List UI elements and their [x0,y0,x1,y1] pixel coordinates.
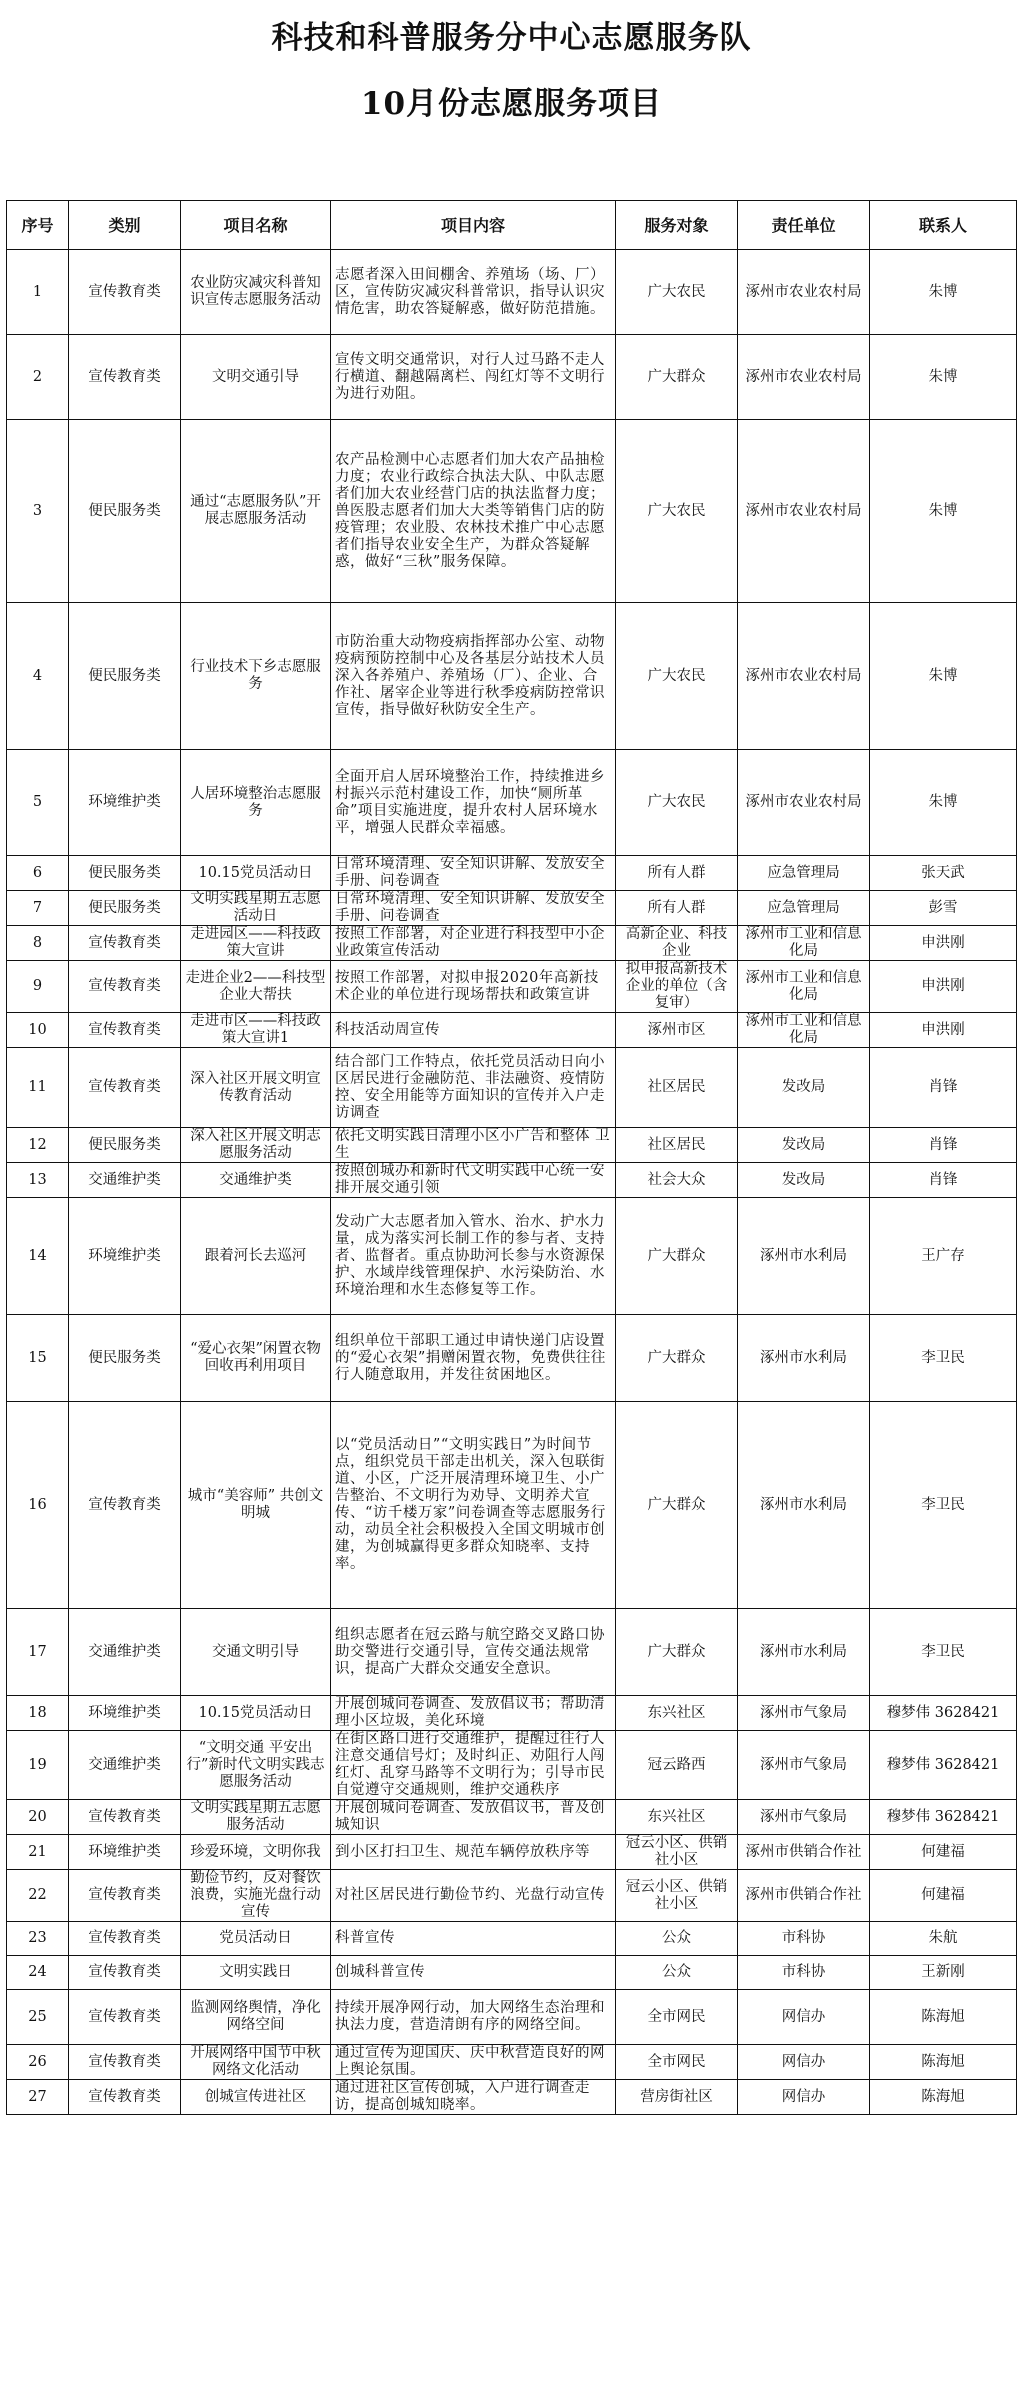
header-service-target: 服务对象 [616,201,738,250]
row-category: 便民服务类 [69,1315,181,1402]
document-subtitle: 10月份志愿服务项目 [360,86,663,122]
table-row [7,2080,1017,2115]
row-responsible-unit: 涿州市水利局 [738,1315,870,1402]
row-project-content: 依托文明实践日清理小区小广告和整体 卫生 [331,1128,616,1163]
header-contact: 联系人 [870,201,1017,250]
row-category: 宣传教育类 [69,1402,181,1609]
table-row [7,1315,1017,1402]
row-project-name: 通过“志愿服务队”开展志愿服务活动 [181,420,331,603]
row-service-target: 东兴社区 [616,1800,738,1835]
row-responsible-unit: 市科协 [738,1956,870,1990]
row-index: 9 [7,961,69,1013]
row-index: 3 [7,420,69,603]
row-project-name: 文明实践星期五志愿服务活动 [181,1800,331,1835]
table-row [7,250,1017,335]
row-contact: 申洪刚 [870,961,1017,1013]
row-project-content: 按照工作部署，对拟申报2020年高新技术企业的单位进行现场帮扶和政策宣讲 [331,961,616,1013]
row-contact: 陈海旭 [870,1990,1017,2045]
row-index: 18 [7,1696,69,1731]
row-project-name: 走进园区——科技政策大宣讲 [181,926,331,961]
row-responsible-unit: 应急管理局 [738,856,870,891]
row-index: 6 [7,856,69,891]
row-contact: 王新刚 [870,1956,1017,1990]
row-project-content: 开展创城问卷调查、发放倡议书，普及创城知识 [331,1800,616,1835]
table-row [7,1198,1017,1315]
table-row [7,1048,1017,1128]
row-project-name: 10.15党员活动日 [181,856,331,891]
table-row [7,1835,1017,1870]
row-service-target: 广大农民 [616,250,738,335]
row-index: 12 [7,1128,69,1163]
row-index: 16 [7,1402,69,1609]
row-project-content: 全面开启人居环境整治工作，持续推进乡村振兴示范村建设工作，加快“厕所革命”项目实施进度，提升农村人居环境水平，增强人民群众幸福感。 [331,750,616,856]
row-category: 宣传教育类 [69,1990,181,2045]
row-responsible-unit: 涿州市水利局 [738,1198,870,1315]
table-row [7,961,1017,1013]
row-project-content: 在街区路口进行交通维护，提醒过往行人注意交通信号灯；及时纠正、劝阻行人闯红灯、乱穿马路等不文明行为；引导市民自觉遵守交通规则，维护交通秩序 [331,1731,616,1800]
row-responsible-unit: 涿州市工业和信息化局 [738,926,870,961]
row-project-content: 志愿者深入田间棚舍、养殖场（场、厂）区，宣传防灾减灾科普常识，指导认识灾情危害，助农答疑解惑，做好防范措施。 [331,250,616,335]
row-contact: 张天武 [870,856,1017,891]
table-row [7,1956,1017,1990]
row-project-name: 文明交通引导 [181,335,331,420]
row-service-target: 广大农民 [616,603,738,750]
row-project-name: “文明交通 平安出行”新时代文明实践志愿服务活动 [181,1731,331,1800]
header-responsible-unit: 责任单位 [738,201,870,250]
row-contact: 穆梦伟 3628421 [870,1731,1017,1800]
row-service-target: 广大群众 [616,1609,738,1696]
row-category: 交通维护类 [69,1609,181,1696]
row-project-name: 走进企业2——科技型企业大帮扶 [181,961,331,1013]
row-index: 7 [7,891,69,926]
row-responsible-unit: 涿州市农业农村局 [738,603,870,750]
table-row [7,420,1017,603]
row-responsible-unit: 发改局 [738,1128,870,1163]
row-project-name: 深入社区开展文明志愿服务活动 [181,1128,331,1163]
row-project-content: 科普宣传 [331,1922,616,1956]
row-category: 宣传教育类 [69,1922,181,1956]
row-service-target: 公众 [616,1956,738,1990]
row-index: 13 [7,1163,69,1198]
row-project-name: 交通维护类 [181,1163,331,1198]
row-project-content: 日常环境清理、安全知识讲解、发放安全手册、问卷调查 [331,891,616,926]
row-service-target: 广大群众 [616,1402,738,1609]
row-project-name: 党员活动日 [181,1922,331,1956]
row-index: 20 [7,1800,69,1835]
row-service-target: 冠云小区、供销社小区 [616,1870,738,1922]
row-contact: 肖锋 [870,1048,1017,1128]
row-responsible-unit: 涿州市供销合作社 [738,1870,870,1922]
table-row [7,1402,1017,1609]
row-index: 21 [7,1835,69,1870]
row-index: 1 [7,250,69,335]
table-row [7,1013,1017,1048]
row-category: 宣传教育类 [69,1048,181,1128]
row-responsible-unit: 网信办 [738,1990,870,2045]
row-project-content: 通过进社区宣传创城，入户进行调查走访，提高创城知晓率。 [331,2080,616,2115]
volunteer-project-table [6,200,1017,2115]
row-responsible-unit: 涿州市农业农村局 [738,420,870,603]
row-index: 24 [7,1956,69,1990]
row-project-content: 开展创城问卷调查、发放倡议书；帮助清理小区垃圾，美化环境 [331,1696,616,1731]
table-row [7,1696,1017,1731]
row-category: 宣传教育类 [69,926,181,961]
row-index: 4 [7,603,69,750]
row-project-content: 创城科普宣传 [331,1956,616,1990]
row-service-target: 拟申报高新技术企业的单位（含复审） [616,961,738,1013]
row-contact: 朱航 [870,1922,1017,1956]
row-index: 19 [7,1731,69,1800]
row-category: 环境维护类 [69,1696,181,1731]
row-contact: 肖锋 [870,1163,1017,1198]
row-responsible-unit: 涿州市水利局 [738,1402,870,1609]
row-project-content: 宣传文明交通常识，对行人过马路不走人行横道、翻越隔离栏、闯红灯等不文明行为进行劝阻。 [331,335,616,420]
row-contact: 彭雪 [870,891,1017,926]
row-contact: 李卫民 [870,1402,1017,1609]
row-category: 便民服务类 [69,891,181,926]
row-contact: 朱博 [870,420,1017,603]
row-index: 22 [7,1870,69,1922]
row-service-target: 营房街社区 [616,2080,738,2115]
row-service-target: 冠云路西 [616,1731,738,1800]
table-row [7,926,1017,961]
row-project-name: 10.15党员活动日 [181,1696,331,1731]
row-project-name: 行业技术下乡志愿服务 [181,603,331,750]
row-contact: 陈海旭 [870,2045,1017,2080]
row-project-content: 持续开展净网行动，加大网络生态治理和执法力度，营造清朗有序的网络空间。 [331,1990,616,2045]
row-category: 交通维护类 [69,1163,181,1198]
row-project-name: 监测网络舆情，净化网络空间 [181,1990,331,2045]
row-service-target: 冠云小区、供销社小区 [616,1835,738,1870]
row-project-name: 深入社区开展文明宣传教育活动 [181,1048,331,1128]
row-responsible-unit: 应急管理局 [738,891,870,926]
row-service-target: 全市网民 [616,1990,738,2045]
row-project-name: 文明实践星期五志愿活动日 [181,891,331,926]
row-project-content: 通过宣传为迎国庆、庆中秋营造良好的网上舆论氛围。 [331,2045,616,2080]
row-index: 11 [7,1048,69,1128]
table-row [7,1800,1017,1835]
row-project-content: 按照创城办和新时代文明实践中心统一安排开展交通引领 [331,1163,616,1198]
row-responsible-unit: 涿州市气象局 [738,1696,870,1731]
header-project-name: 项目名称 [181,201,331,250]
table-row [7,891,1017,926]
table-header-row [7,201,1017,250]
row-responsible-unit: 涿州市气象局 [738,1800,870,1835]
row-index: 26 [7,2045,69,2080]
row-service-target: 涿州市区 [616,1013,738,1048]
table-row [7,603,1017,750]
row-category: 宣传教育类 [69,335,181,420]
header-category: 类别 [69,201,181,250]
row-service-target: 广大农民 [616,420,738,603]
row-contact: 穆梦伟 3628421 [870,1696,1017,1731]
row-project-name: 文明实践日 [181,1956,331,1990]
row-project-content: 组织志愿者在冠云路与航空路交叉路口协助交警进行交通引导，宣传交通法规常识，提高广大群众交通安全意识。 [331,1609,616,1696]
row-project-content: 组织单位干部职工通过申请快递门店设置的“爱心衣架”捐赠闲置衣物，免费供往往行人随意取用，并发往贫困地区。 [331,1315,616,1402]
row-contact: 何建福 [870,1835,1017,1870]
row-contact: 肖锋 [870,1128,1017,1163]
row-index: 8 [7,926,69,961]
row-project-name: 开展网络中国节中秋网络文化活动 [181,2045,331,2080]
row-category: 宣传教育类 [69,250,181,335]
table-row [7,856,1017,891]
row-service-target: 社会大众 [616,1163,738,1198]
row-contact: 陈海旭 [870,2080,1017,2115]
row-index: 23 [7,1922,69,1956]
row-service-target: 全市网民 [616,2045,738,2080]
row-service-target: 广大群众 [616,1315,738,1402]
table-row [7,750,1017,856]
row-category: 环境维护类 [69,1835,181,1870]
row-index: 5 [7,750,69,856]
row-project-name: 跟着河长去巡河 [181,1198,331,1315]
row-project-name: “爱心衣架”闲置衣物回收再利用项目 [181,1315,331,1402]
row-index: 17 [7,1609,69,1696]
table-row [7,1609,1017,1696]
row-contact: 李卫民 [870,1315,1017,1402]
row-category: 宣传教育类 [69,1013,181,1048]
row-project-content: 市防治重大动物疫病指挥部办公室、动物疫病预防控制中心及各基层分站技术人员深入各养殖户、养殖场（厂）、企业、合作社、屠宰企业等进行秋季疫病防控常识宣传，指导做好秋防安全生产。 [331,603,616,750]
table-row [7,1128,1017,1163]
table-row [7,1163,1017,1198]
row-service-target: 广大群众 [616,335,738,420]
table-row [7,1922,1017,1956]
row-project-name: 城市“美容师” 共创文明城 [181,1402,331,1609]
row-category: 宣传教育类 [69,1870,181,1922]
row-index: 15 [7,1315,69,1402]
row-responsible-unit: 涿州市工业和信息化局 [738,1013,870,1048]
row-responsible-unit: 涿州市供销合作社 [738,1835,870,1870]
row-service-target: 社区居民 [616,1128,738,1163]
row-service-target: 广大群众 [616,1198,738,1315]
row-service-target: 东兴社区 [616,1696,738,1731]
row-contact: 朱博 [870,603,1017,750]
row-project-content: 到小区打扫卫生、规范车辆停放秩序等 [331,1835,616,1870]
row-contact: 何建福 [870,1870,1017,1922]
row-category: 宣传教育类 [69,2080,181,2115]
row-category: 环境维护类 [69,1198,181,1315]
row-contact: 申洪刚 [870,926,1017,961]
row-contact: 朱博 [870,250,1017,335]
row-category: 便民服务类 [69,603,181,750]
row-project-name: 勤俭节约，反对餐饮浪费，实施光盘行动宣传 [181,1870,331,1922]
row-contact: 王广存 [870,1198,1017,1315]
row-responsible-unit: 涿州市水利局 [738,1609,870,1696]
row-category: 便民服务类 [69,420,181,603]
row-category: 宣传教育类 [69,961,181,1013]
row-category: 环境维护类 [69,750,181,856]
row-project-content: 对社区居民进行勤俭节约、光盘行动宣传 [331,1870,616,1922]
row-responsible-unit: 涿州市农业农村局 [738,335,870,420]
row-index: 25 [7,1990,69,2045]
row-service-target: 公众 [616,1922,738,1956]
row-project-content: 日常环境清理、安全知识讲解、发放安全手册、问卷调查 [331,856,616,891]
row-project-content: 发动广大志愿者加入管水、治水、护水力量，成为落实河长制工作的参与者、支持者、监督者。重点协助河长参与水资源保护、水域岸线管理保护、水污染防治、水环境治理和水生态修复等工作。 [331,1198,616,1315]
row-project-name: 农业防灾减灾科普知识宣传志愿服务活动 [181,250,331,335]
row-responsible-unit: 网信办 [738,2045,870,2080]
row-service-target: 所有人群 [616,891,738,926]
table-row [7,1990,1017,2045]
row-project-name: 创城宣传进社区 [181,2080,331,2115]
row-project-content: 按照工作部署，对企业进行科技型中小企业政策宣传活动 [331,926,616,961]
row-contact: 朱博 [870,335,1017,420]
row-contact: 朱博 [870,750,1017,856]
table-row [7,335,1017,420]
row-project-name: 人居环境整治志愿服务 [181,750,331,856]
row-contact: 申洪刚 [870,1013,1017,1048]
table-row [7,1731,1017,1800]
row-project-name: 交通文明引导 [181,1609,331,1696]
row-responsible-unit: 涿州市工业和信息化局 [738,961,870,1013]
table-row [7,1870,1017,1922]
row-project-name: 走进市区——科技政策大宣讲1 [181,1013,331,1048]
table-row [7,2045,1017,2080]
row-responsible-unit: 涿州市气象局 [738,1731,870,1800]
row-responsible-unit: 发改局 [738,1048,870,1128]
row-project-content: 以“党员活动日”“文明实践日”为时间节点，组织党员干部走出机关，深入包联街道、小区，广泛开展清理环境卫生、小广告整治、不文明行为劝导、文明养犬宣传、“访千楼万家”问卷调查等志愿服务行动，动员全社会积极投入全国文明城市创建，为创城赢得更多群众知晓率、支持率。 [331,1402,616,1609]
row-responsible-unit: 涿州市农业农村局 [738,750,870,856]
row-category: 便民服务类 [69,856,181,891]
row-project-content: 结合部门工作特点，依托党员活动日向小区居民进行金融防范、非法融资、疫情防控、安全用能等方面知识的宣传并入户走访调查 [331,1048,616,1128]
row-index: 27 [7,2080,69,2115]
row-category: 宣传教育类 [69,2045,181,2080]
row-category: 宣传教育类 [69,1800,181,1835]
row-category: 宣传教育类 [69,1956,181,1990]
row-project-content: 科技活动周宣传 [331,1013,616,1048]
document-title: 科技和科普服务分中心志愿服务队 [271,20,752,56]
header-project-content: 项目内容 [331,201,616,250]
row-service-target: 高新企业、科技企业 [616,926,738,961]
row-category: 交通维护类 [69,1731,181,1800]
row-index: 14 [7,1198,69,1315]
row-project-content: 农产品检测中心志愿者们加大农产品抽检力度；农业行政综合执法大队、中队志愿者们加大农业经营门店的执法监督力度；兽医股志愿者们加大大类等销售门店的防疫管理；农业股、农林技术推广中心志愿者们指导农业安全生产，为群众答疑解惑，做好“三秋”服务保障。 [331,420,616,603]
row-index: 2 [7,335,69,420]
row-contact: 穆梦伟 3628421 [870,1800,1017,1835]
row-service-target: 社区居民 [616,1048,738,1128]
row-contact: 李卫民 [870,1609,1017,1696]
row-service-target: 所有人群 [616,856,738,891]
row-index: 10 [7,1013,69,1048]
row-responsible-unit: 发改局 [738,1163,870,1198]
row-category: 便民服务类 [69,1128,181,1163]
row-project-name: 珍爱环境，文明你我 [181,1835,331,1870]
row-responsible-unit: 网信办 [738,2080,870,2115]
row-responsible-unit: 市科协 [738,1922,870,1956]
row-service-target: 广大农民 [616,750,738,856]
header-index: 序号 [7,201,69,250]
row-responsible-unit: 涿州市农业农村局 [738,250,870,335]
